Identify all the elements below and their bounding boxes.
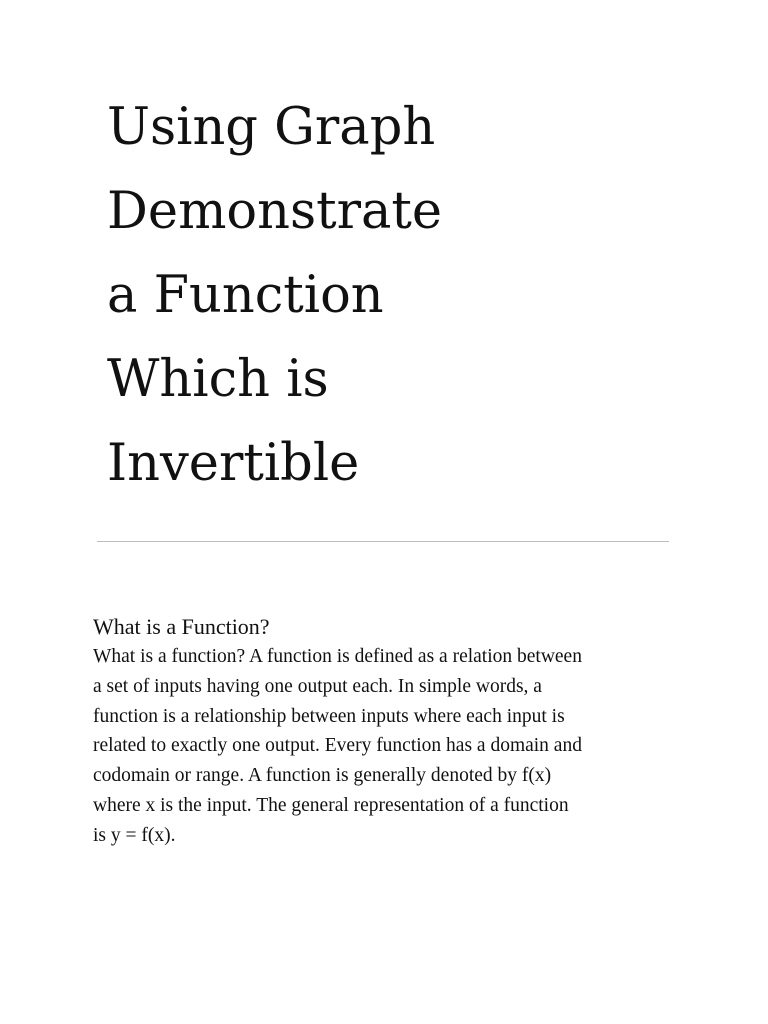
body-line: What is a function? A function is defined as a relation between xyxy=(93,646,582,667)
page-title xyxy=(107,86,667,506)
body-line: codomain or range. A function is generally denoted by f(x) xyxy=(93,765,552,787)
body-line: related to exactly one output. Every function has a domain and xyxy=(93,735,582,757)
title-line: Demonstrate xyxy=(107,182,443,241)
body-line: is y = f(x). xyxy=(93,824,176,846)
section-body xyxy=(93,642,693,851)
section-heading: What is a Function? xyxy=(93,614,270,639)
title-divider xyxy=(97,541,669,542)
body-line: where x is the input. The general representation of a function xyxy=(93,794,569,816)
title-line: Using Graph xyxy=(107,98,436,157)
title-line: Invertible xyxy=(107,434,360,493)
body-line: a set of inputs having one output each. In simple words, a xyxy=(93,675,542,697)
body-line: function is a relationship between inputs where each input is xyxy=(93,705,565,727)
function-section xyxy=(93,612,693,851)
title-line: a Function xyxy=(107,266,384,325)
title-line: Which is xyxy=(107,350,329,409)
